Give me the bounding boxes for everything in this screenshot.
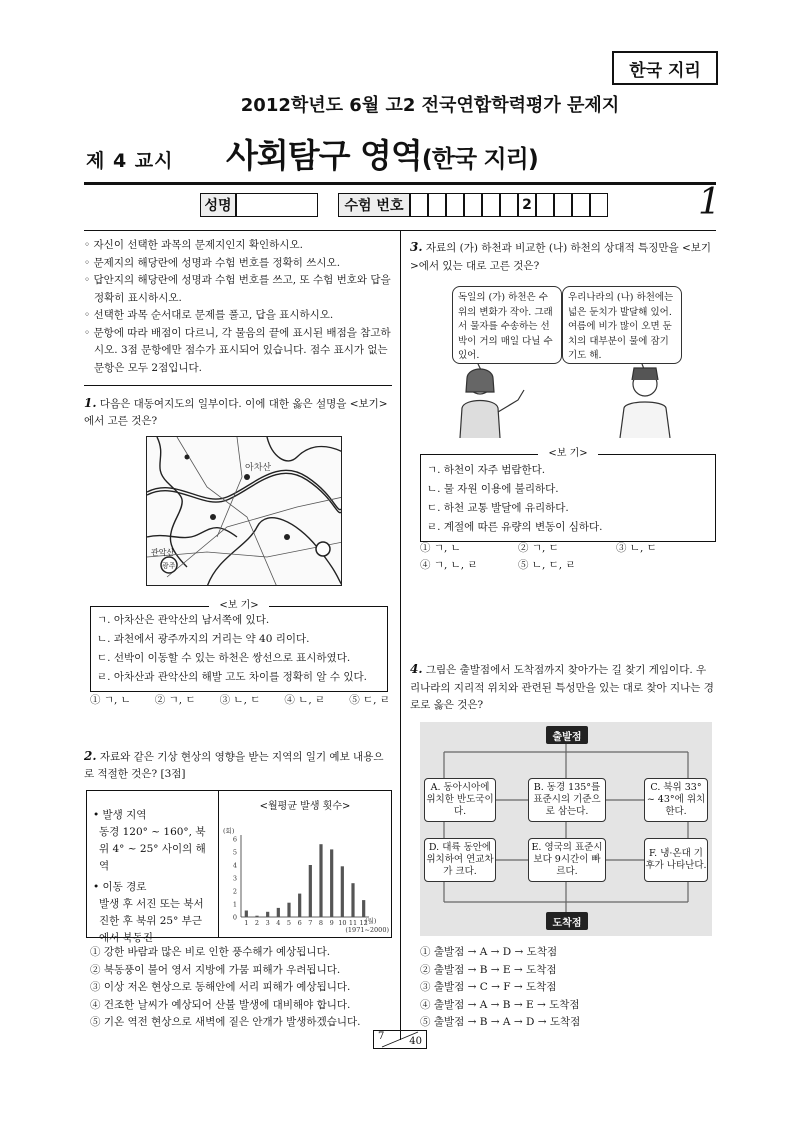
q2-choice[interactable]: ④ 건조한 날씨가 예상되어 산불 발생에 대비해야 합니다. [90, 998, 351, 1011]
q1-stem [84, 395, 392, 430]
q4-path-lines [420, 722, 712, 936]
q2-info-panel [87, 791, 219, 944]
exam-number-cell[interactable] [536, 193, 554, 217]
q3-choice[interactable]: ⑤ ㄴ, ㄷ, ㄹ [518, 559, 576, 571]
q2-choice[interactable]: ① 강한 바람과 많은 비로 인한 풍수해가 예상됩니다. [90, 946, 331, 958]
area-main-title: 사회탐구 영역 [226, 136, 422, 175]
q2-stem [84, 748, 392, 783]
box-d: D. 대륙 동안에 위치하여 연교차가 크다. [424, 838, 496, 882]
q1-choice[interactable]: ② ㄱ, ㄷ [154, 694, 196, 706]
subject-label-box: 한국 지리 [612, 51, 718, 85]
q1-bogi-title: <보 기> [91, 601, 387, 611]
map-drawing [147, 437, 342, 586]
chart-y-tick-label: 4 [232, 861, 237, 870]
q3-bogi-item: ㄷ. 하천 교통 발달에 유리하다. [427, 502, 569, 514]
map-label-gwanaksan: 관악산 [151, 548, 175, 557]
q3-choice[interactable]: ② ㄱ, ㄷ [518, 542, 559, 554]
chart-bar [277, 908, 280, 917]
q2-data-box [86, 790, 392, 944]
name-label: 성명 [200, 193, 236, 217]
chart-bar [309, 865, 312, 917]
exam-number-cell[interactable] [464, 193, 482, 217]
q2-number: 2. [84, 749, 97, 763]
q3-people-illustration [420, 360, 710, 438]
q3-bogi-item: ㄹ. 계절에 따른 유량의 변동이 심하다. [427, 521, 603, 533]
q3-speech-bubble-right: 우리나라의 (나) 하천에는 넓은 둔치가 발달해 있어. 여름에 비가 많이 오면 둔치의 대부분이 물에 잠기기도 해. [562, 286, 682, 364]
exam-number-cell[interactable] [482, 193, 500, 217]
q3-choice[interactable]: ④ ㄱ, ㄴ, ㄹ [420, 559, 478, 571]
q4-path-game [420, 722, 712, 936]
q4-choices [420, 944, 716, 1032]
chart-x-tick-label: 10 [338, 919, 347, 927]
instruction-item: ◦ 문항에 따라 배점이 다르니, 각 물음의 끝에 표시된 배점을 참고하시오. 3점 문항에만 점수가 표시되어 있습니다. 점수 표시가 없는 문항은 모두 2점입니다. [84, 325, 392, 378]
box-e: E. 영국의 표준시보다 9시간이 빠르다. [528, 838, 606, 882]
q3-speech-bubble-left: 독일의 (가) 하천은 수위의 변화가 작아. 그래서 물자를 수송하는 선박이 거의 매일 다닐 수 있어. [452, 286, 562, 364]
q2-chart-panel [219, 791, 391, 937]
exam-number-cell[interactable] [410, 193, 428, 217]
q3-stem-text: 자료의 (가) 하천과 비교한 (나) 하천의 상대적 특징만을 <보기>에서 있는 대로 고른 것은? [410, 242, 712, 272]
chart-x-tick-label: 5 [286, 919, 292, 927]
q4-choice[interactable]: ② 출발점 → B → E → 도착점 [420, 963, 557, 976]
chart-bar [287, 903, 290, 917]
chart-x-unit: (월) [365, 917, 377, 925]
exam-number-digit[interactable]: 2 [518, 193, 536, 217]
instruction-item: ◦ 문제지의 해당란에 성명과 수험 번호를 정확히 쓰시오. [84, 255, 392, 273]
chart-y-tick-label: 6 [232, 835, 237, 844]
name-number-row [200, 193, 608, 217]
instruction-item: ◦ 자신이 선택한 과목의 문제지인지 확인하시오. [84, 237, 392, 255]
chart-x-tick-label: 3 [265, 919, 270, 927]
chart-y-tick-label: 5 [232, 848, 237, 857]
page-current: 7 [378, 1031, 385, 1042]
q2-choice[interactable]: ⑤ 기온 역전 현상으로 새벽에 짙은 안개가 발생하겠습니다. [90, 1016, 361, 1028]
q4-choice[interactable]: ④ 출발점 → A → B → E → 도착점 [420, 998, 580, 1011]
area-subtitle: (한국 지리) [421, 145, 538, 173]
end-node: 도착점 [546, 912, 588, 930]
q1-bogi-item: ㄱ. 아차산은 관악산의 남서쪽에 있다. [97, 614, 270, 626]
q1-bogi-box [90, 600, 388, 692]
map-label-achasan: 아차산 [245, 463, 272, 473]
q2-choices [90, 944, 396, 1032]
chart-x-tick-label: 1 [244, 919, 249, 927]
chart-y-unit: (회) [223, 827, 235, 835]
q2-info-1-title: • 발생 지역 [93, 809, 147, 821]
exam-title: 2012학년도 6월 고2 전국연합학력평가 문제지 [240, 95, 620, 116]
q1-choice[interactable]: ④ ㄴ, ㄹ [284, 694, 326, 706]
q1-bogi-item: ㄴ. 과천에서 광주까지의 거리는 약 40 리이다. [97, 633, 310, 645]
box-f: F. 냉·온대 기후가 나타난다. [644, 838, 708, 882]
box-c: C. 북위 33° ~ 43°에 위치한다. [644, 778, 708, 822]
q1-choice[interactable]: ⑤ ㄷ, ㄹ [349, 694, 390, 706]
q1-choices [90, 692, 390, 709]
instructions-list [84, 237, 392, 377]
q1-number: 1. [84, 396, 97, 410]
start-node: 출발점 [546, 726, 588, 744]
instructions-rule [84, 385, 392, 386]
chart-x-tick-label: 11 [348, 919, 358, 927]
monthly-frequency-chart [219, 791, 391, 937]
q1-stem-text: 다음은 대동여지도의 일부이다. 이에 대한 옳은 설명을 <보기>에서 고른 것은? [84, 398, 388, 427]
q4-stem-text: 그림은 출발점에서 도착점까지 찾아가는 길 찾기 게임이다. 우리나라의 지리적 위치와 관련된 특성만을 있는 대로 찾아 지나는 경로로 옳은 것은? [410, 664, 714, 711]
q3-bogi-item: ㄴ. 물 자원 이용에 불리하다. [427, 483, 559, 495]
chart-bar [351, 883, 354, 917]
q4-choice[interactable]: ① 출발점 → A → D → 도착점 [420, 946, 558, 958]
q3-choice[interactable]: ③ ㄴ, ㄷ [616, 542, 657, 554]
chart-y-tick-label: 3 [232, 874, 237, 883]
q3-stem [410, 239, 716, 275]
area-title [226, 130, 538, 177]
q4-number: 4. [410, 662, 423, 676]
chart-x-tick-label: 6 [297, 919, 302, 927]
chart-title: <월평균 발생 횟수> [259, 801, 351, 812]
page-total: 40 [409, 1036, 422, 1047]
exam-number-label: 수험 번호 [338, 193, 410, 217]
chart-bar [266, 912, 269, 917]
exam-number-cell[interactable] [554, 193, 572, 217]
q2-info-1-text: 동경 120° ~ 160°, 북위 4° ~ 25° 사이의 해역 [99, 826, 206, 872]
title-rule [84, 182, 716, 185]
q4-choice[interactable]: ③ 출발점 → C → F → 도착점 [420, 981, 557, 993]
instruction-item: ◦ 답안지의 해당란에 성명과 수험 번호를 쓰고, 또 수험 번호와 답을 정확히 표시하시오. [84, 272, 392, 307]
q1-bogi-item: ㄹ. 아차산과 관악산의 해발 고도 차이를 정확히 알 수 있다. [97, 671, 368, 683]
page-number: 1 [698, 182, 721, 223]
chart-bar [255, 916, 258, 917]
exam-number-cell[interactable] [572, 193, 590, 217]
daedongyeojido-map [146, 436, 342, 586]
chart-source: (1971~2000) [345, 926, 389, 934]
chart-x-tick-label: 12 [359, 919, 368, 927]
chart-bar [330, 849, 333, 917]
chart-bar [319, 844, 322, 917]
exam-number-cell[interactable] [500, 193, 518, 217]
q1-choice[interactable]: ① ㄱ, ㄴ [90, 694, 131, 706]
chart-x-tick-label: 4 [276, 919, 281, 927]
chart-y-tick-label: 1 [232, 900, 237, 909]
chart-x-tick-label: 8 [318, 919, 324, 927]
q3-choices [420, 540, 716, 574]
instruction-item: ◦ 선택한 과목 순서대로 문제를 풀고, 답을 표시하시오. [84, 307, 392, 325]
q3-bogi-box [420, 448, 716, 542]
chart-x-tick-label: 9 [329, 919, 334, 927]
chart-y-tick-label: 2 [232, 887, 237, 896]
period-label: 제 4 교시 [86, 150, 174, 172]
chart-bar [245, 911, 248, 918]
q1-bogi-item: ㄷ. 선박이 이동할 수 있는 하천은 쌍선으로 표시하였다. [97, 652, 351, 664]
chart-x-tick-label: 2 [254, 919, 260, 927]
column-divider [400, 230, 401, 1040]
exam-number-cell[interactable] [428, 193, 446, 217]
q3-bogi-title: <보 기> [421, 449, 715, 459]
name-field[interactable] [236, 193, 318, 217]
q3-number: 3. [410, 240, 423, 254]
q3-choice[interactable]: ① ㄱ, ㄴ [420, 542, 461, 554]
exam-number-cell[interactable] [590, 193, 608, 217]
map-label-gwangju: 광주 [162, 562, 176, 570]
q2-info-2-title: • 이동 경로 [93, 881, 147, 893]
box-a: A. 동아시아에 위치한 반도국이다. [424, 778, 496, 822]
chart-y-tick-label: 0 [232, 913, 237, 922]
q2-choice[interactable]: ② 북동풍이 불어 영서 지방에 가뭄 피해가 우려됩니다. [90, 963, 341, 976]
exam-number-cell[interactable] [446, 193, 464, 217]
page-counter [373, 1030, 427, 1049]
q2-stem-text: 자료와 같은 기상 현상의 영향을 받는 지역의 일기 예보 내용으로 적절한 것은? [3점] [84, 751, 384, 780]
q1-choice[interactable]: ③ ㄴ, ㄷ [219, 694, 261, 706]
q4-choice[interactable]: ⑤ 출발점 → B → A → D → 도착점 [420, 1016, 581, 1028]
chart-bar [362, 900, 365, 917]
chart-x-tick-label: 7 [308, 919, 313, 927]
q4-stem [410, 661, 716, 715]
q2-choice[interactable]: ③ 이상 저온 현상으로 동해안에 서리 피해가 예상됩니다. [90, 981, 351, 993]
box-b: B. 동경 135°를 표준시의 기준으로 삼는다. [528, 778, 606, 822]
q3-bogi-item: ㄱ. 하천이 자주 범람한다. [427, 464, 546, 476]
chart-bar [298, 894, 301, 917]
q2-info-2-text: 발생 후 서진 또는 북서진한 후 북위 25° 부근에서 북동진 [99, 898, 204, 944]
chart-bar [341, 866, 344, 917]
